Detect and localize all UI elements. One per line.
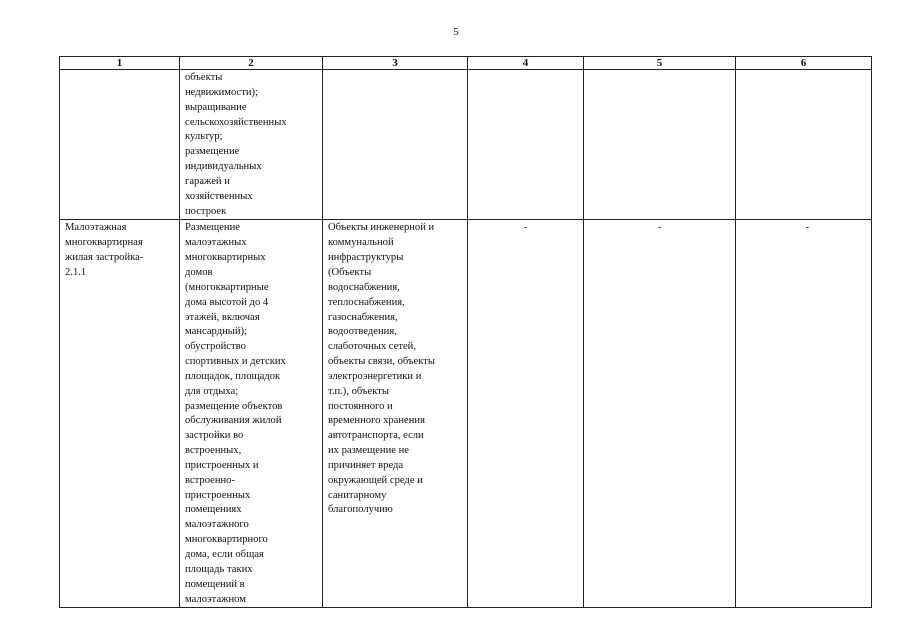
- column-header-3: 3: [323, 57, 468, 70]
- table-cell: [180, 70, 323, 220]
- column-header-6: 6: [736, 57, 872, 70]
- permitted-use-description: Размещение малоэтажных многоквартирных домов (многоквартирные дома высотой до 4 этажей, включая мансардный); обустройство спортивных и детских площадок, площадок для отдыха; размещение объектов обслуживания жилой застройки во встроенных, пристроенных и встроенно- пристроенных помещениях малоэтажного многоквартирного дома, если общая площадь таких помещений в малоэтажном: [185, 222, 286, 605]
- dash-value: -: [805, 222, 809, 234]
- table-cell: [60, 70, 180, 220]
- column-header-1: 1: [60, 57, 180, 70]
- table-cell: [60, 220, 180, 608]
- column-header-2: 2: [180, 57, 323, 70]
- table-cell: [736, 220, 872, 608]
- cell-text: [323, 70, 467, 71]
- table-cell: [180, 220, 323, 608]
- table-cell: [323, 220, 468, 608]
- document-table: [59, 56, 872, 608]
- table-cell: [323, 70, 468, 220]
- cell-text: [468, 70, 583, 71]
- column-header-5: 5: [584, 57, 736, 70]
- table-row: [60, 70, 872, 220]
- table-row: [60, 220, 872, 608]
- cell-text: [584, 70, 735, 71]
- table-cell: [468, 70, 584, 220]
- zone-name: Малоэтажная многоквартирная жилая застройка- 2.1.1: [65, 222, 144, 278]
- page-number: 5: [453, 26, 459, 38]
- table-cell: [736, 70, 872, 220]
- table-cell: [468, 220, 584, 608]
- dash-value: -: [523, 222, 528, 234]
- dash-value: -: [657, 222, 662, 234]
- cell-text: [736, 70, 871, 71]
- column-header-4: 4: [468, 57, 584, 70]
- table-cell: [584, 220, 736, 608]
- auxiliary-objects: Объекты инженерной и коммунальной инфраструктуры (Объекты водоснабжения, теплоснабжения, газоснабжения, водоотведения, слаботочных сетей, объекты связи, объекты электроэнергетики и т.п.), объекты постоянного и временного хранения автотранспорта, если их размещение не причиняет вреда окружающей среде и санитарному благополучию: [328, 222, 435, 516]
- table-cell: [584, 70, 736, 220]
- cell-text: [60, 70, 179, 71]
- table-header-row: [60, 57, 872, 70]
- cell-text: объекты недвижимости); выращивание сельскохозяйственных культур; размещение индивидуальных гаражей и хозяйственных построек: [185, 72, 287, 217]
